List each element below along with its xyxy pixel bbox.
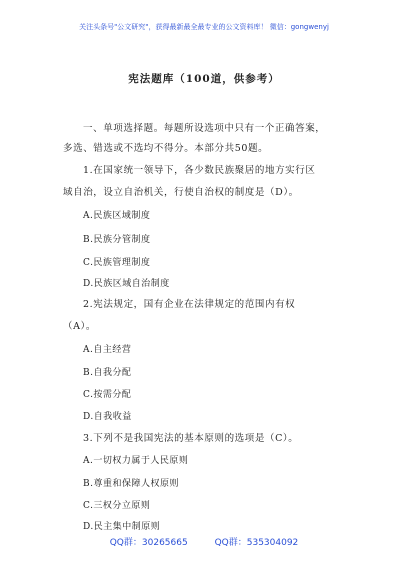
question-1-text-line-1: 1.在国家统一领导下，各少数民族聚居的地方实行区 xyxy=(83,165,316,176)
question-1-option-b: B.民族分管制度 xyxy=(83,235,151,245)
question-2-option-d: D.自我收益 xyxy=(83,412,132,422)
document-title: 宪法题库（100道，供参考） xyxy=(128,73,280,85)
section-intro-line-2: 多选、错选或不选均不得分。本部分共50题。 xyxy=(63,143,269,154)
question-1-option-a: A.民族区域制度 xyxy=(83,211,151,221)
question-2-text-line-1: 2.宪法规定，国有企业在法律规定的范围内有权 xyxy=(83,299,296,310)
page-header-promo: 关注头条号"公文研究"，获得最新最全最专业的公文资料库！ 微信：gongwenyj xyxy=(79,23,329,31)
question-3-option-a: A.一切权力属于人民原则 xyxy=(83,456,189,466)
question-1-option-d: D.民族区域自治制度 xyxy=(83,279,170,289)
question-3-option-d: D.民主集中制原则 xyxy=(83,522,161,532)
question-2-text-line-2: （A）。 xyxy=(63,321,97,332)
section-intro-line-1: 一、单项选择题。每题所设选项中只有一个正确答案， xyxy=(83,123,326,134)
question-1-text-line-2: 域自治，设立自治机关，行使自治权的制度是（D）。 xyxy=(63,187,299,198)
question-3-option-b: B.尊重和保障人权原则 xyxy=(83,479,179,489)
question-1-option-c: C.民族管理制度 xyxy=(83,258,151,268)
footer-qq-group-2: QQ群：535304092 xyxy=(214,538,299,548)
footer-qq-group-1: QQ群：30265665 xyxy=(109,538,188,548)
question-2-option-b: B.自我分配 xyxy=(83,368,132,378)
question-3-text-line-1: 3.下列不是我国宪法的基本原则的选项是（C）。 xyxy=(83,433,299,444)
question-2-option-c: C.按需分配 xyxy=(83,390,132,400)
question-2-option-a: A.自主经营 xyxy=(83,345,132,355)
page-footer xyxy=(0,535,408,548)
question-3-option-c: C.三权分立原则 xyxy=(83,501,151,511)
